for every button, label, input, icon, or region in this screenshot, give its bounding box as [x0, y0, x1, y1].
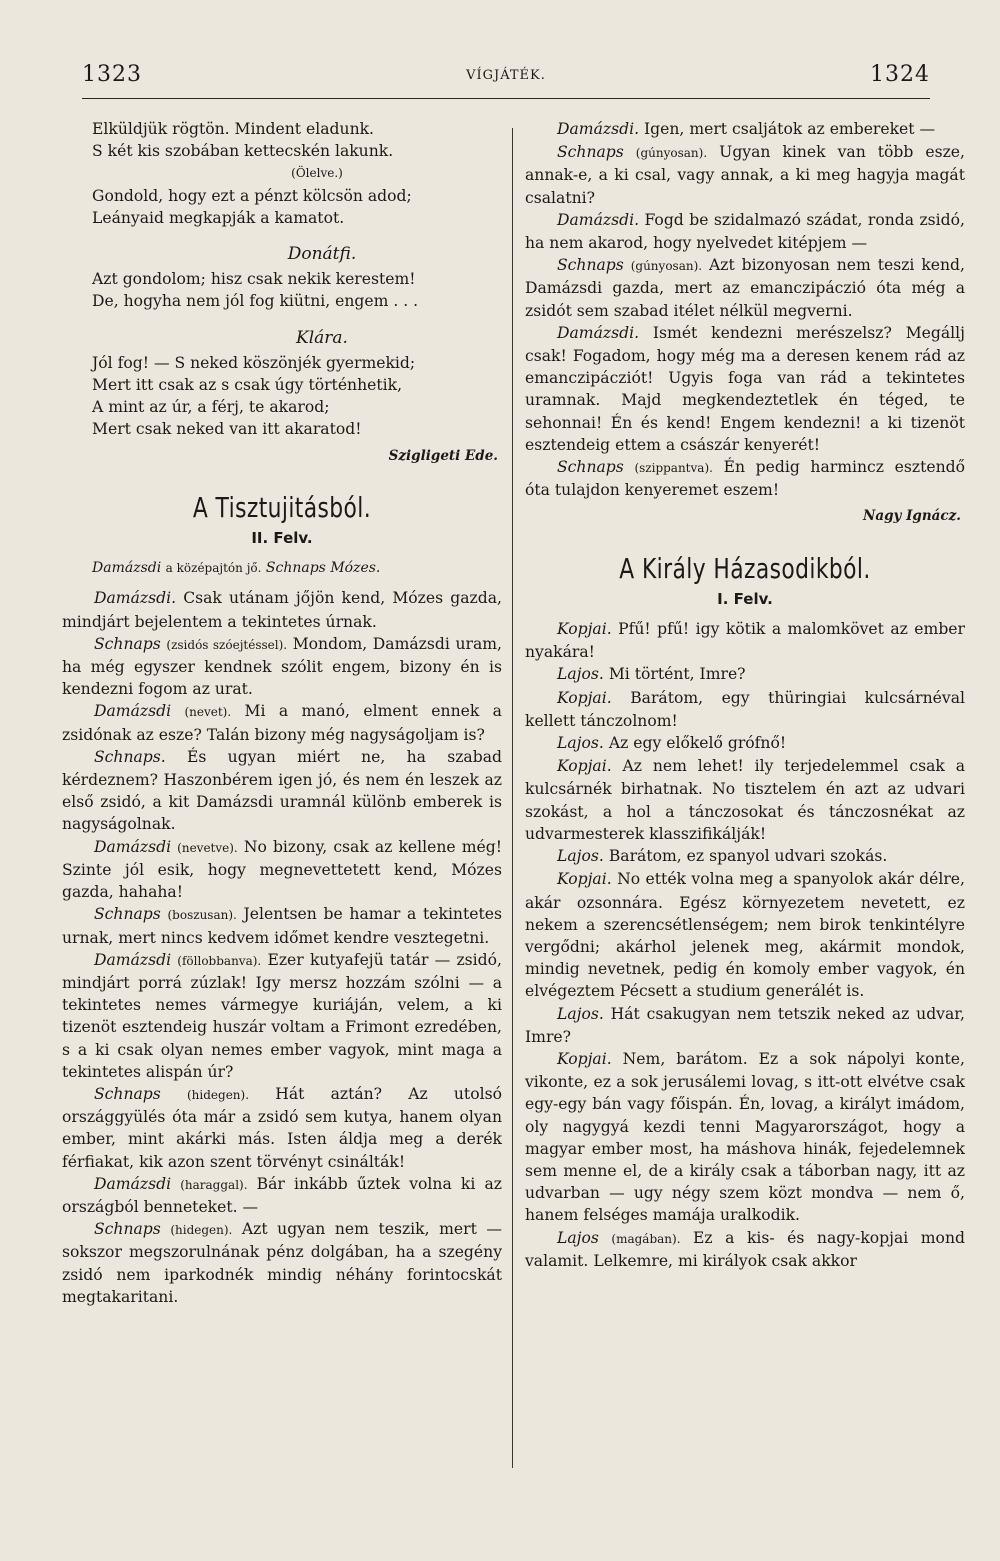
speaker-name: Schnaps.	[94, 747, 166, 766]
dialogue-text: Hát aztán? Az utolsó országgyülés óta már a zsidó sem kutya, hanem olyan ember, mint akárki más. Isten áldja meg a derék férfiakat, kik azon szent törvényt csinálták!	[62, 1084, 502, 1171]
stage-direction: (gúnyosan).	[630, 259, 703, 274]
stage-direction: (föllobbanva).	[177, 953, 262, 968]
speaker-name: Schnaps	[557, 256, 624, 275]
verse-line: A mint az úr, a férj, te akarod;	[92, 398, 330, 417]
dialogue-text: Nem, barátom. Ez a sok nápolyi konte, vikonte, ez a sok jerusálemi lovag, s itt-ott elvétve csak egy-egy bán vagy főispán. Én, lovag, a királyt imádom, oly nagygyá kezdi tenni Magyarországot, hogy a magyar ember most, ha máshova hinák, fejedelemnek sem menne el, de a király csak a táborban nagy, itt az udvarban — ugy négy szem közt mondva — nem ő, hanem felséges mamája uralkodik.	[525, 1049, 965, 1225]
stage-direction: (hidegen).	[170, 1223, 233, 1238]
dialogue-text: Azt bizonyosan nem teszi kend, Damázsdi gazda, mert az emanczipáczió óta még a zsidót sem szabad itélet nélkül megverni.	[525, 256, 965, 320]
dialogue-text: Barátom, ez spanyol udvari szokás.	[608, 847, 888, 866]
dialogue-text: Bár inkább űztek volna ki az országból benneteket. —	[62, 1174, 502, 1216]
speaker-name: Kopjai.	[557, 757, 612, 776]
verse-block	[62, 118, 502, 229]
left-page-number: 1323	[82, 62, 142, 87]
stage-direction: (boszusan).	[167, 908, 237, 923]
verse-block	[62, 352, 502, 441]
author-signature: Szigligeti Ede.	[388, 447, 498, 464]
speaker-name: Damázsdi	[94, 950, 172, 969]
dialogue-text: Én pedig harmincz esztendő óta tulajdon kenyeremet eszem!	[525, 458, 965, 500]
act-label: II. Felv.	[251, 529, 313, 548]
dialogue-text: Ez a kis- és nagy-kopjai mond valamit. Lelkemre, mi királyok csak akkor	[525, 1228, 965, 1270]
stage-direction: (nevet).	[184, 705, 232, 720]
running-title: VÍGJÁTÉK.	[466, 68, 546, 83]
dialogue-text: És ugyan miért ne, ha szabad kérdeznem? Haszonbérem igen jó, és nem én leszek az első zsidó, a kit Damázsdi uramnál különb emberek is nagyságolnak.	[62, 747, 502, 834]
speaker-name: Schnaps	[94, 905, 161, 924]
dialogue-paragraph	[62, 903, 502, 948]
dialogue-paragraph	[525, 141, 965, 209]
verse-line: Gondold, hogy ezt a pénzt kölcsön adod;	[92, 186, 412, 205]
dialogue-text: Pfű! pfű! igy kötik a malomkövet az ember nyakára!	[525, 620, 965, 662]
verse-line: Jól fog! — S neked köszönjék gyermekid;	[92, 353, 416, 372]
author-signature: Nagy Ignácz.	[863, 508, 961, 525]
dialogue-paragraph	[525, 1227, 965, 1272]
dialogue-text: No ették volna meg a spanyolok akár délre, akár ozsonnára. Egész környezetem nevetett, ez nekem a szerencsétlenségem; nem birok tenkintélyre vergődni; akárhol jelenek meg, akármit mondok, mindig nevetnek, pedig én komoly ember vagyok, én elvégeztem Pécsett a studium generálét is.	[525, 870, 965, 1001]
speaker-name: Kopjai.	[557, 620, 612, 639]
speaker-name: Kopjai.	[557, 688, 612, 707]
speaker-name: Damázsdi	[94, 1174, 172, 1193]
speaker-name: Schnaps	[557, 143, 624, 162]
left-column	[62, 118, 502, 1308]
speaker-name: Kopjai.	[557, 870, 612, 889]
stage-direction: (Ölelve.)	[291, 166, 343, 181]
dialogue-block	[62, 587, 502, 1308]
stage-direction: (szippantva).	[634, 461, 713, 476]
dialogue-paragraph	[62, 949, 502, 1083]
dialogue-paragraph	[525, 687, 965, 732]
dialogue-text: Igen, mert csaljátok az embereket —	[644, 120, 936, 138]
dialogue-text: Fogd be szidalmazó szádat, ronda zsidó, ha nem akarod, hogy nyelvedet kitépjem —	[525, 210, 965, 253]
dialogue-paragraph	[525, 732, 965, 755]
dialogue-paragraph	[525, 322, 965, 456]
cast-line	[62, 557, 502, 579]
cast-direction: a középajtón jő.	[165, 561, 262, 576]
speaker-heading: Klára.	[296, 327, 348, 348]
dialogue-text: Ismét kendezni merészelsz? Megállj csak! Fogadom, hogy még ma a deresen kenem rád az emanczipácziót! Ugyis foga van rád a tekintetes uramnak. Majd megkendeztetlek én téged, te sehonnai! Én és kend! Engem kendezni! a ki tizenöt esztendeig ettem a császár kenyerét!	[525, 323, 965, 454]
speaker-name: Damázsdi.	[557, 323, 640, 342]
verse-line: Azt gondolom; hisz csak nekik kerestem!	[92, 270, 416, 289]
dialogue-paragraph	[525, 118, 965, 141]
speaker-name: Lajos.	[557, 847, 604, 866]
cast-name: Damázsdi	[92, 560, 162, 577]
verse-line: Mert csak neked van itt akaratod!	[92, 420, 362, 439]
dialogue-paragraph	[525, 663, 965, 686]
stage-direction: (haraggal).	[180, 1177, 248, 1192]
speaker-name: Schnaps	[94, 1084, 161, 1103]
column-divider	[512, 128, 513, 1468]
page-header	[82, 58, 930, 99]
dialogue-paragraph	[525, 456, 965, 501]
dialogue-text: Jelentsen be hamar a tekintetes urnak, mert nincs kedvem időmet kendre vesztegetni.	[62, 905, 502, 947]
speaker-name: Lajos.	[557, 665, 604, 684]
speaker-name: Schnaps	[94, 634, 161, 653]
dialogue-text: Az nem lehet! ily terjedelemmel csak a kulcsárnék birhatnak. No tisztelem én azt az udvari szokást, a hol a tánczosokat és tánczosnékat az udvarmesterek klasszifikálják!	[525, 757, 965, 843]
dialogue-paragraph	[62, 836, 502, 904]
dialogue-paragraph	[525, 254, 965, 322]
dialogue-paragraph	[525, 755, 965, 845]
dialogue-paragraph	[62, 1173, 502, 1218]
dialogue-paragraph	[525, 618, 965, 663]
dialogue-paragraph	[525, 868, 965, 1002]
dialogue-paragraph	[525, 1048, 965, 1227]
verse-line: Leányaid megkapják a kamatot.	[92, 208, 345, 227]
stage-direction: (zsidós szóejtéssel).	[166, 637, 288, 652]
dialogue-paragraph	[62, 1083, 502, 1173]
dialogue-paragraph	[62, 700, 502, 745]
verse-line: De, hogyha nem jól fog kiütni, engem . . .	[92, 292, 419, 311]
speaker-name: Damázsdi	[94, 702, 172, 721]
speaker-name: Lajos.	[557, 734, 604, 753]
dialogue-text: Az egy előkelő grófnő!	[608, 734, 787, 753]
dialogue-text: Hát csakugyan nem tetszik neked az udvar, Imre?	[525, 1004, 965, 1046]
speaker-name: Damázsdi.	[94, 589, 177, 608]
stage-direction: (hidegen).	[186, 1087, 250, 1102]
speaker-name: Schnaps	[557, 458, 624, 477]
speaker-heading: Donátfi.	[287, 244, 357, 265]
dialogue-text: Ugyan kinek van több esze, annak-e, a ki csal, vagy annak, a ki meg hagyja magát csalatni?	[525, 143, 965, 207]
dialogue-paragraph	[62, 633, 502, 701]
speaker-name: Kopjai.	[557, 1049, 612, 1068]
right-page-number: 1324	[870, 62, 930, 87]
speaker-name: Damázsdi.	[557, 120, 640, 138]
speaker-name: Schnaps	[94, 1220, 161, 1239]
dialogue-block	[525, 618, 965, 1272]
dialogue-paragraph	[62, 746, 502, 836]
dialogue-paragraph	[525, 1003, 965, 1048]
dialogue-text: Ezer kutyafejü tatár — zsidó, mindjárt porrá zúzlak! Igy mersz hozzám szólni — a tekintetes nemes vármegye kuriáján, velem, a ki tizenöt esztendeig huszár voltam a Frimont ezredében, s a ki csak olyan nemes ember vagyok, mint maga a tekintetes alispán úr?	[62, 950, 503, 1081]
stage-direction: (gúnyosan).	[635, 146, 708, 161]
dialogue-paragraph	[62, 1218, 502, 1308]
dialogue-paragraph	[525, 209, 965, 254]
dialogue-text: Mi a manó, elment ennek a zsidónak az esze? Talán bizony még nagyságoljam is?	[62, 702, 502, 744]
speaker-name: Lajos.	[557, 1004, 604, 1023]
piece-title: A Király Házasodikból.	[619, 551, 871, 585]
dialogue-text: Mondom, Damázsdi uram, ha még egyszer kendnek szólit engem, bizony én is kendezni fogom az urat.	[62, 634, 502, 699]
dialogue-text: Azt ugyan nem teszik, mert — sokszor megszorulnának pénz dolgában, ha a szegény zsidó nem iparkodnék mindig néhány forintocskát megtakaritani.	[62, 1220, 502, 1306]
dialogue-text: No bizony, csak az kellene még! Szinte jól esik, hogy megnevettetett kend, Mózes gazda, hahaha!	[62, 837, 502, 902]
dialogue-paragraph	[62, 587, 502, 632]
verse-line: Mert itt csak az s csak úgy történhetik,	[92, 376, 403, 395]
speaker-name: Damázsdi.	[557, 210, 640, 229]
act-label: I. Felv.	[717, 589, 773, 608]
stage-direction: (magában).	[611, 1231, 681, 1246]
stage-direction: (nevetve).	[177, 840, 238, 855]
right-column	[525, 118, 965, 1272]
verse-line: Elküldjük rögtön. Mindent eladunk.	[92, 120, 375, 138]
dialogue-text: Mi történt, Imre?	[608, 665, 746, 684]
verse-line: S két kis szobában kettecskén lakunk.	[92, 142, 394, 161]
speaker-name: Lajos	[557, 1228, 599, 1247]
dialogue-text: Csak utánam jőjön kend, Mózes gazda, mindjárt bejelentem a tekintetes úrnak.	[62, 589, 502, 631]
dialogue-paragraph	[525, 845, 965, 868]
dialogue-block	[525, 118, 965, 501]
verse-block	[62, 268, 502, 312]
cast-name: Schnaps Mózes.	[265, 560, 381, 577]
speaker-name: Damázsdi	[94, 837, 172, 856]
piece-title: A Tisztujitásból.	[192, 490, 372, 524]
dialogue-text: Barátom, egy thüringiai kulcsárnéval kellett tánczolnom!	[525, 688, 965, 730]
